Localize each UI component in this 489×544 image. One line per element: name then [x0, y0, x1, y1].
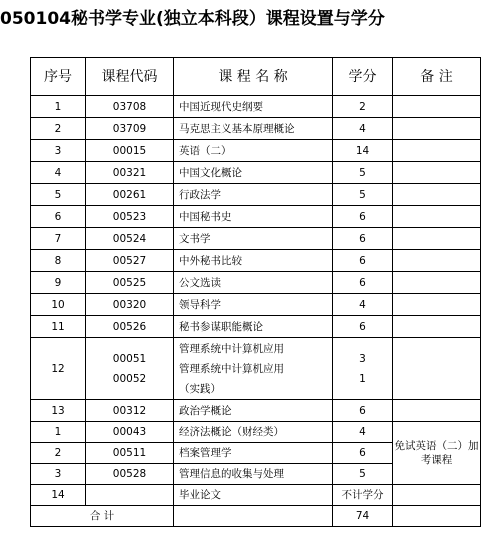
credit-cell: 2	[333, 96, 393, 118]
seq-cell: 13	[31, 400, 86, 422]
remark-cell	[393, 294, 481, 316]
credit-cell: 6	[333, 272, 393, 294]
credit-cell: 5	[333, 162, 393, 184]
code-line: 00051	[112, 352, 147, 365]
table-row	[31, 206, 481, 228]
remark-cell	[393, 118, 481, 140]
credit-cell: 6	[333, 316, 393, 338]
remark-cell	[393, 316, 481, 338]
table-row	[31, 118, 481, 140]
course-name-cell: 政治学概论	[174, 400, 333, 422]
seq-cell: 1	[31, 422, 86, 443]
course-name-cell: 公文选读	[174, 272, 333, 294]
seq-cell: 2	[31, 118, 86, 140]
course-name-line: （实践）	[179, 382, 221, 395]
remark-cell	[393, 96, 481, 118]
table-row	[31, 162, 481, 184]
course-name-cell: 毕业论文	[174, 485, 333, 506]
remark-cell	[393, 250, 481, 272]
code-cell: 03709	[86, 118, 174, 140]
credit-cell: 不计学分	[333, 485, 393, 506]
code-cell: 03708	[86, 96, 174, 118]
table-row	[31, 485, 481, 506]
code-cell: 00261	[86, 184, 174, 206]
credit-cell: 4	[333, 118, 393, 140]
course-name-cell: 中国近现代史纲要	[174, 96, 333, 118]
code-cell: 00528	[86, 464, 174, 485]
seq-cell: 8	[31, 250, 86, 272]
remark-cell	[393, 400, 481, 422]
header-credit: 学分	[333, 58, 393, 96]
code-cell: 00312	[86, 400, 174, 422]
course-name-cell: 中国秘书史	[174, 206, 333, 228]
header-row	[31, 58, 481, 96]
total-label: 合 计	[31, 506, 174, 527]
course-name-cell: 马克思主义基本原理概论	[174, 118, 333, 140]
course-name-line: 管理系统中计算机应用	[179, 342, 284, 355]
table-row	[31, 228, 481, 250]
total-empty-cell	[174, 506, 333, 527]
remark-cell	[393, 228, 481, 250]
header-name: 课 程 名 称	[174, 58, 333, 96]
remark-cell	[393, 338, 481, 400]
code-cell: 00321	[86, 162, 174, 184]
credit-cell: 5	[333, 184, 393, 206]
seq-cell: 6	[31, 206, 86, 228]
credit-cell: 14	[333, 140, 393, 162]
remark-cell	[393, 162, 481, 184]
seq-cell: 11	[31, 316, 86, 338]
table-row	[31, 96, 481, 118]
course-name-cell: 经济法概论（财经类）	[174, 422, 333, 443]
remark-cell	[393, 140, 481, 162]
code-cell	[86, 338, 174, 400]
table-row	[31, 422, 481, 443]
page-title: 050104秘书学专业(独立本科段）课程设置与学分	[0, 9, 385, 29]
remark-cell	[393, 184, 481, 206]
table-row	[31, 184, 481, 206]
header-code: 课程代码	[86, 58, 174, 96]
course-name-cell: 档案管理学	[174, 443, 333, 464]
course-name-cell: 行政法学	[174, 184, 333, 206]
seq-cell: 4	[31, 162, 86, 184]
total-row	[31, 506, 481, 527]
seq-cell: 1	[31, 96, 86, 118]
credit-cell: 5	[333, 464, 393, 485]
code-cell: 00527	[86, 250, 174, 272]
course-table	[30, 57, 481, 527]
seq-cell: 14	[31, 485, 86, 506]
course-name-cell	[174, 338, 333, 400]
course-name-line: 管理系统中计算机应用	[179, 362, 284, 375]
table-row	[31, 272, 481, 294]
code-cell: 00526	[86, 316, 174, 338]
table-row	[31, 294, 481, 316]
code-cell: 00525	[86, 272, 174, 294]
table-row	[31, 400, 481, 422]
seq-cell: 9	[31, 272, 86, 294]
remark-cell	[393, 506, 481, 527]
credit-cell: 6	[333, 250, 393, 272]
credit-cell: 6	[333, 228, 393, 250]
course-name-cell: 英语（二）	[174, 140, 333, 162]
table-row	[31, 140, 481, 162]
credit-cell: 6	[333, 206, 393, 228]
code-cell: 00015	[86, 140, 174, 162]
seq-cell: 10	[31, 294, 86, 316]
code-cell: 00523	[86, 206, 174, 228]
seq-cell: 5	[31, 184, 86, 206]
credit-cell	[333, 338, 393, 400]
course-name-cell: 领导科学	[174, 294, 333, 316]
code-cell: 00320	[86, 294, 174, 316]
course-name-cell: 秘书参谋职能概论	[174, 316, 333, 338]
course-name-cell: 管理信息的收集与处理	[174, 464, 333, 485]
header-seq: 序号	[31, 58, 86, 96]
remark-note: 免试英语（二）加考课程	[393, 422, 481, 485]
seq-cell: 2	[31, 443, 86, 464]
seq-cell: 12	[31, 338, 86, 400]
course-name-cell: 中外秘书比较	[174, 250, 333, 272]
course-name-cell: 中国文化概论	[174, 162, 333, 184]
remark-cell	[393, 485, 481, 506]
credit-cell: 4	[333, 422, 393, 443]
credit-cell: 6	[333, 400, 393, 422]
table-row	[31, 338, 481, 400]
code-line: 00052	[112, 372, 147, 385]
remark-cell	[393, 272, 481, 294]
code-cell: 00524	[86, 228, 174, 250]
table-row	[31, 316, 481, 338]
seq-cell: 3	[31, 464, 86, 485]
total-credit: 74	[333, 506, 393, 527]
credit-cell: 4	[333, 294, 393, 316]
credit-line: 3	[359, 352, 366, 365]
code-cell: 00043	[86, 422, 174, 443]
credit-line: 1	[359, 372, 366, 385]
table-row	[31, 250, 481, 272]
credit-cell: 6	[333, 443, 393, 464]
code-cell	[86, 485, 174, 506]
course-name-cell: 文书学	[174, 228, 333, 250]
header-remark: 备 注	[393, 58, 481, 96]
code-cell: 00511	[86, 443, 174, 464]
seq-cell: 3	[31, 140, 86, 162]
seq-cell: 7	[31, 228, 86, 250]
remark-cell	[393, 206, 481, 228]
